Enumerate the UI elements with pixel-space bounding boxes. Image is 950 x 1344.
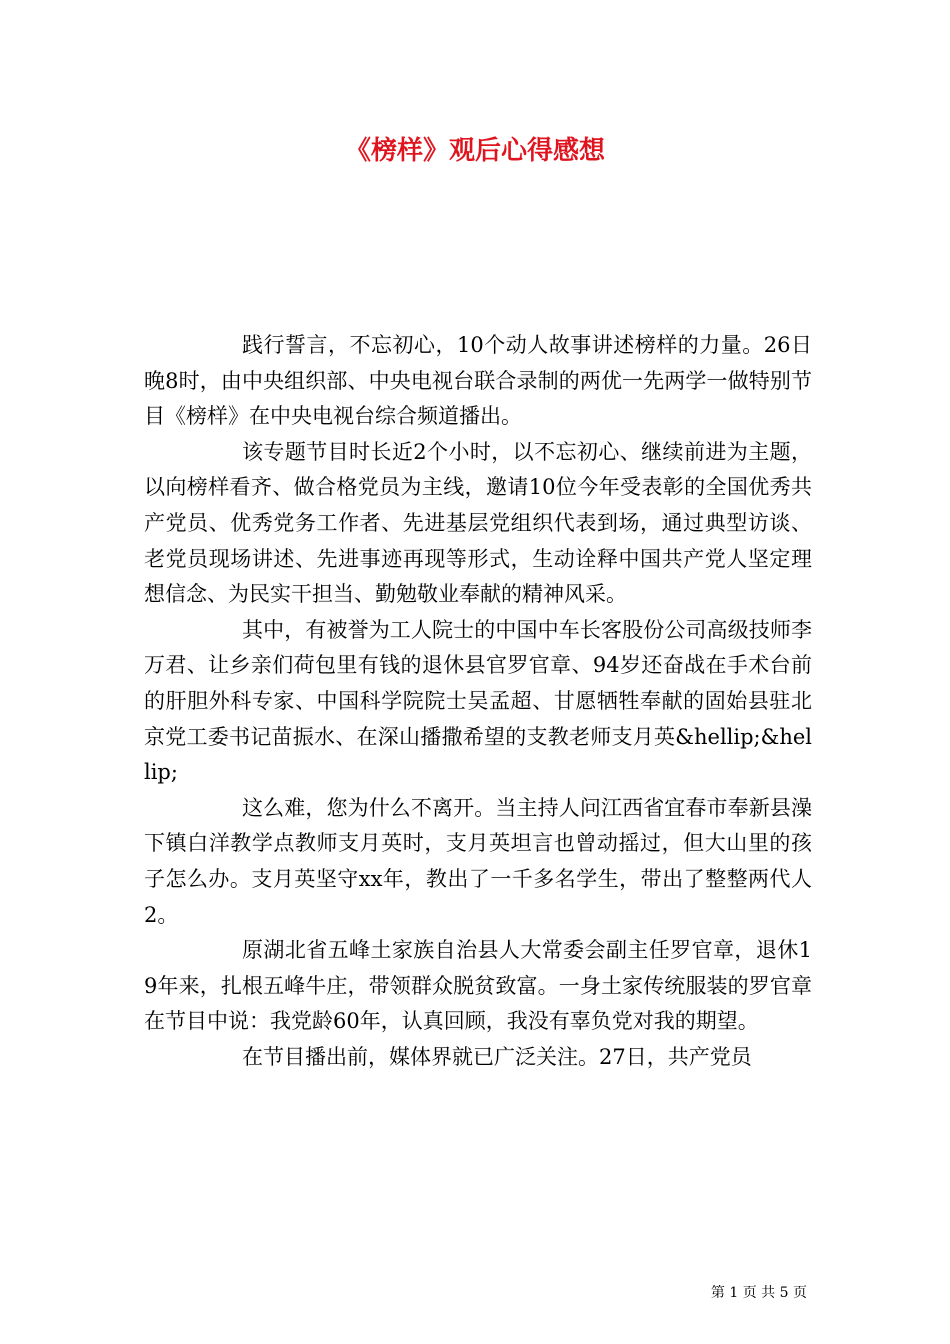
paragraph: 其中，有被誉为工人院士的中国中车长客股份公司高级技师李万君、让乡亲们荷包里有钱的退休县官罗官章、94岁还奋战在手术台前的肝胆外科专家、中国科学院院士吴孟超、甘愿牺牲奉献的固始县驻北京党工委书记苗振水、在深山播撒希望的支教老师支月英&hellip;&hellip; bbox=[144, 617, 812, 785]
paragraph: 在节目播出前，媒体界就已广泛关注。27日，共产党员 bbox=[242, 1044, 752, 1069]
paragraph: 原湖北省五峰土家族自治县人大常委会副主任罗官章，退休19年来，扎根五峰牛庄，带领群众脱贫致富。一身土家传统服装的罗官章在节目中说：我党龄60年，认真回顾，我没有辜负党对我的期望。 bbox=[144, 938, 812, 1034]
page-number: 第 1 页 共 5 页 bbox=[710, 1285, 807, 1301]
body-text bbox=[144, 328, 812, 1075]
paragraph: 这么难，您为什么不离开。当主持人问江西省宜春市奉新县澡下镇白洋教学点教师支月英时，支月英坦言也曾动摇过，但大山里的孩子怎么办。支月英坚守xx年，教出了一千多名学生，带出了整整两代人2。 bbox=[144, 795, 812, 927]
page-title: 《榜样》观后心得感想 bbox=[344, 136, 605, 166]
paragraph: 该专题节目时长近2个小时，以不忘初心、继续前进为主题，以向榜样看齐、做合格党员为主线，邀请10位今年受表彰的全国优秀共产党员、优秀党务工作者、先进基层党组织代表到场，通过典型访谈、老党员现场讲述、先进事迹再现等形式，生动诠释中国共产党人坚定理想信念、为民实干担当、勤勉敬业奉献的精神风采。 bbox=[144, 439, 812, 607]
paragraph: 践行誓言，不忘初心，10个动人故事讲述榜样的力量。26日晚8时，由中央组织部、中央电视台联合录制的两优一先两学一做特别节目《榜样》在中央电视台综合频道播出。 bbox=[144, 333, 812, 429]
